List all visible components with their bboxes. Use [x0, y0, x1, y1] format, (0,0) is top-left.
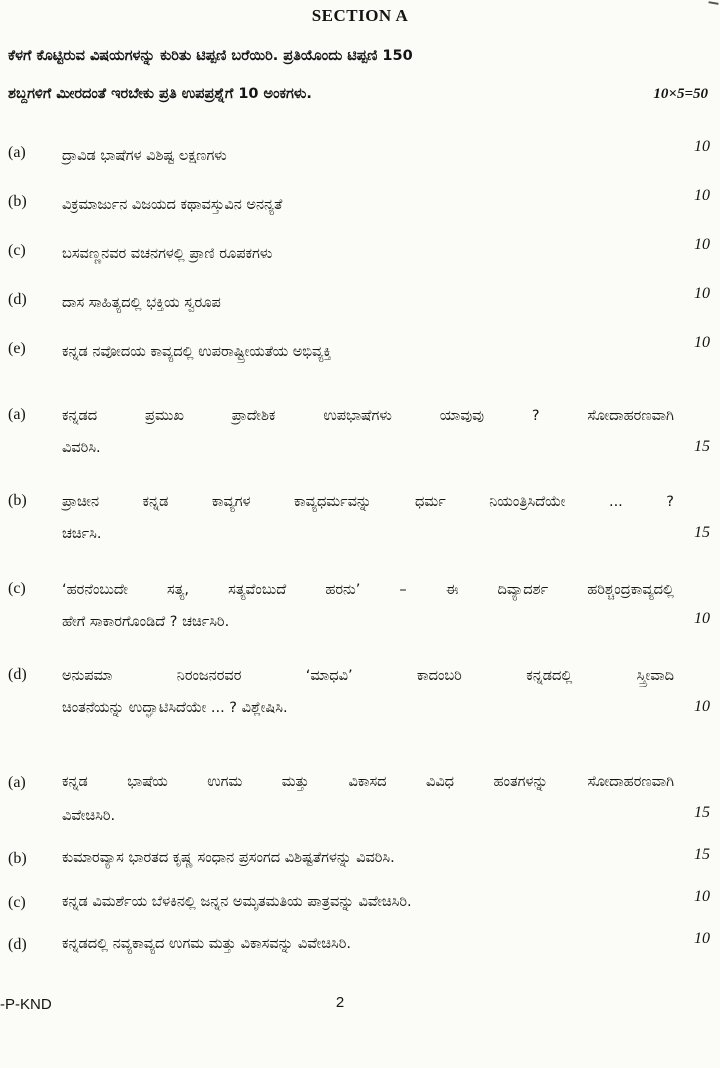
- question-text: ಕನ್ನಡದಲ್ಲಿ ನವ್ಯಕಾವ್ಯದ ಉಗಮ ಮತ್ತು ವಿಕಾಸವನ್ನು ವಿವೇಚಿಸಿರಿ.: [62, 936, 351, 952]
- instruction-line-1: ಕೆಳಗೆ ಕೊಟ್ಟಿರುವ ವಿಷಯಗಳನ್ನು ಕುರಿತು ಟಿಪ್ಪಣಿ ಬರೆಯಿರಿ. ಪ್ರತಿಯೊಂದು ಟಿಪ್ಪಣಿ 150: [8, 48, 413, 64]
- question-label: (a): [8, 406, 26, 423]
- question-text: ಬಸವಣ್ಣನವರ ವಚನಗಳಲ್ಲಿ ಪ್ರಾಣಿ ರೂಪಕಗಳು: [62, 246, 273, 262]
- question-text-line-1: ಕನ್ನಡದ ಪ್ರಮುಖ ಪ್ರಾದೇಶಿಕ ಉಪಭಾಷೆಗಳು ಯಾವುವು ? ಸೋದಾಹರಣವಾಗಿ: [62, 408, 674, 424]
- question-label: (e): [8, 340, 26, 357]
- question-marks: 10: [694, 138, 710, 155]
- question-text-line-1: ‘ಹರನೆಂಬುದೇ ಸತ್ಯ, ಸತ್ಯವೆಂಬುದೆ ಹರನು’ – ಈ ದಿವ್ಯಾದರ್ಶ ಹರಿಶ್ಚಂದ್ರಕಾವ್ಯದಲ್ಲಿ: [62, 582, 674, 598]
- question-label: (a): [8, 774, 26, 791]
- question-label: (b): [8, 193, 27, 210]
- paper-code: -P-KND: [0, 996, 52, 1013]
- section-title: SECTION A: [311, 6, 409, 25]
- question-label: (c): [8, 894, 26, 911]
- question-label: (c): [8, 580, 26, 597]
- question-text-line-1: ಪ್ರಾಚೀನ ಕನ್ನಡ ಕಾವ್ಯಗಳ ಕಾವ್ಯಧರ್ಮವನ್ನು ಧರ್ಮ ನಿಯಂತ್ರಿಸಿದೆಯೇ ... ?: [62, 494, 674, 510]
- question-label: (a): [8, 144, 26, 161]
- question-marks: 15: [694, 846, 710, 863]
- question-label: (d): [8, 666, 27, 683]
- question-text-line-1: ಅನುಪಮಾ ನಿರಂಜನರವರ ‘ಮಾಧವಿ’ ಕಾದಂಬರಿ ಕನ್ನಡದಲ್ಲಿ ಸ್ತ್ರೀವಾದಿ: [62, 668, 674, 684]
- question-label: (d): [8, 291, 27, 308]
- question-label: (b): [8, 850, 27, 867]
- question-marks: 10: [694, 930, 710, 947]
- question-label: (c): [8, 242, 26, 259]
- question-marks: 10: [694, 236, 710, 253]
- question-text: ಕುಮಾರವ್ಯಾಸ ಭಾರತದ ಕೃಷ್ಣ ಸಂಧಾನ ಪ್ರಸಂಗದ ವಿಶಿಷ್ಟತೆಗಳನ್ನು ವಿವರಿಸಿ.: [62, 850, 395, 866]
- question-text: ದಾಸ ಸಾಹಿತ್ಯದಲ್ಲಿ ಭಕ್ತಿಯ ಸ್ವರೂಪ: [62, 295, 221, 311]
- question-label: (b): [8, 492, 27, 509]
- question-marks: 10: [694, 334, 710, 351]
- instruction-line-2: ಶಬ್ದಗಳಿಗೆ ಮೀರದಂತೆ ಇರಬೇಕು ಪ್ರತಿ ಉಪಪ್ರಶ್ನೆಗೆ 10 ಅಂಕಗಳು.: [8, 86, 312, 102]
- question-marks: 15: [694, 804, 710, 821]
- question-text-line-2: ಹೇಗೆ ಸಾಕಾರಗೊಂಡಿದೆ ? ಚರ್ಚಿಸಿರಿ.: [62, 614, 230, 630]
- question-marks: 10: [694, 888, 710, 905]
- question-marks: 15: [694, 438, 710, 455]
- question-marks: 10: [694, 285, 710, 302]
- question-text-line-2: ವಿವರಿಸಿ.: [62, 440, 101, 456]
- question-text-line-2: ಚರ್ಚಿಸಿ.: [62, 526, 102, 542]
- question-text-line-1: ಕನ್ನಡ ಭಾಷೆಯ ಉಗಮ ಮತ್ತು ವಿಕಾಸದ ವಿವಿಧ ಹಂತಗಳನ್ನು ಸೋದಾಹರಣವಾಗಿ: [62, 774, 674, 790]
- instruction-marks: 10×5=50: [653, 86, 708, 102]
- question-text: ದ್ರಾವಿಡ ಭಾಷೆಗಳ ವಿಶಿಷ್ಟ ಲಕ್ಷಣಗಳು: [62, 148, 227, 164]
- question-text: ಕನ್ನಡ ನವೋದಯ ಕಾವ್ಯದಲ್ಲಿ ಉಪರಾಷ್ಟ್ರೀಯತೆಯ ಅಭಿವ್ಯಕ್ತಿ: [62, 344, 332, 360]
- question-text: ಕನ್ನಡ ವಿಮರ್ಶೆಯ ಬೆಳಕಿನಲ್ಲಿ ಜನ್ನನ ಅಮೃತಮತಿಯ ಪಾತ್ರವನ್ನು ವಿವೇಚಿಸಿರಿ.: [62, 894, 412, 910]
- question-marks: 10: [694, 610, 710, 627]
- question-marks: 10: [694, 187, 710, 204]
- question-text: ವಿಕ್ರಮಾರ್ಜುನ ವಿಜಯದ ಕಥಾವಸ್ತುವಿನ ಅನನ್ಯತೆ: [62, 197, 283, 213]
- question-text-line-2: ವಿವೇಚಿಸಿರಿ.: [62, 808, 116, 824]
- question-marks: 10: [694, 698, 710, 715]
- page-number: 2: [335, 994, 345, 1011]
- question-text-line-2: ಚಿಂತನೆಯನ್ನು ಉದ್ಘಾಟಿಸಿದೆಯೇ ... ? ವಿಶ್ಲೇಷಿಸಿ.: [62, 700, 288, 716]
- question-label: (d): [8, 936, 27, 953]
- question-marks: 15: [694, 524, 710, 541]
